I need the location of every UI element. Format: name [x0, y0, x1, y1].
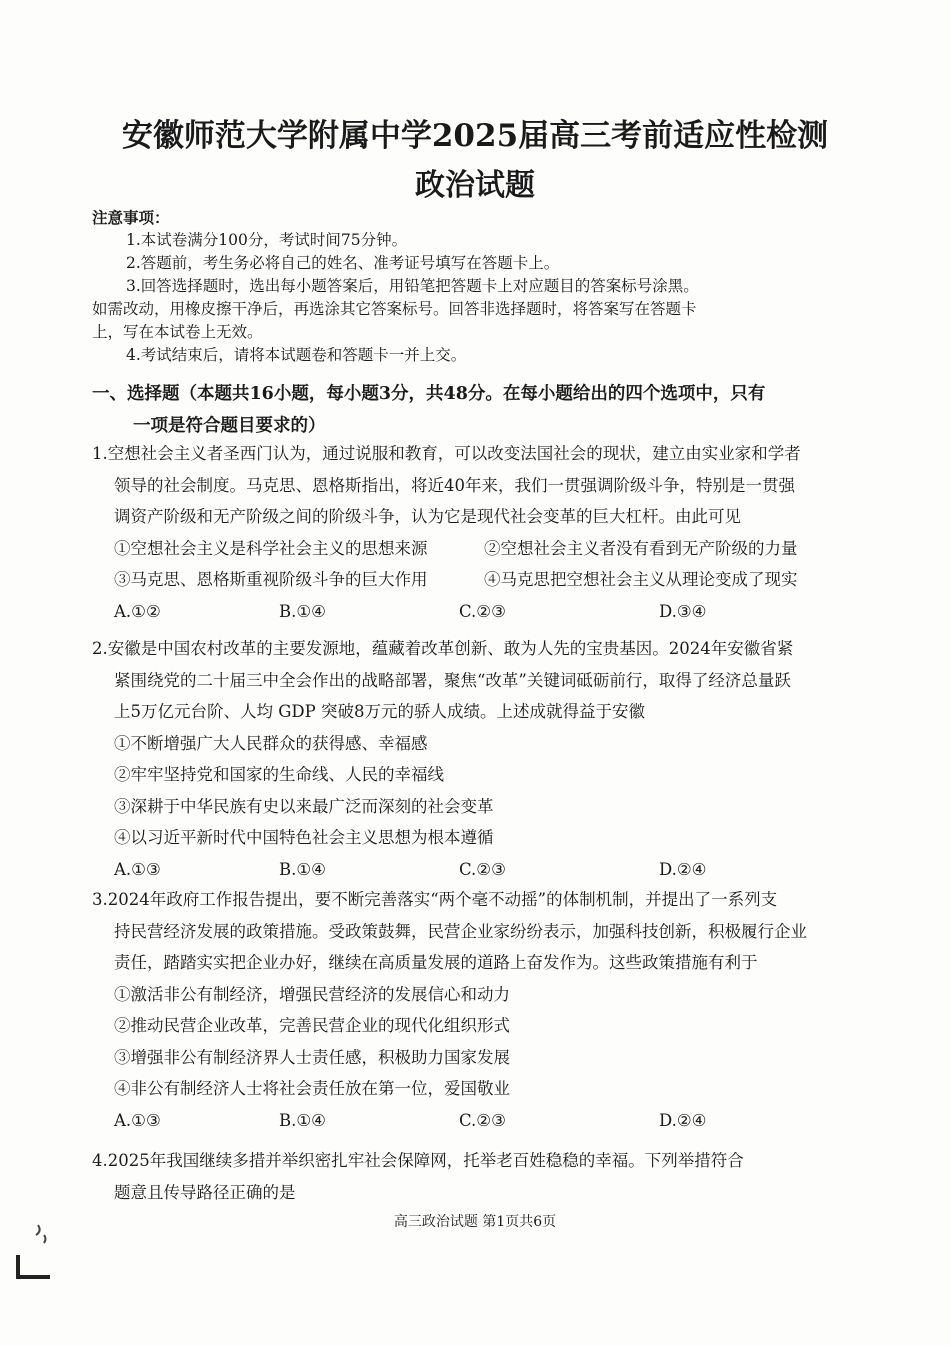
option-statement: ②牢牢坚持党和国家的生命线、人民的幸福线 [114, 765, 444, 784]
question-stem: 领导的社会制度。马克思、恩格斯指出，将近40年来，我们一贯强调阶级斗争，特别是一贯强 [114, 475, 795, 495]
question-stem: 1.空想社会主义者圣西门认为，通过说服和教育，可以改变法国社会的现状，建立由实业家和学者 [92, 444, 801, 463]
notice-item: 4.考试结束后，请将本试题卷和答题卡一并上交。 [126, 346, 467, 364]
answer-choice-b: B.①④ [279, 1110, 326, 1130]
answer-choice-b: B.①④ [279, 601, 326, 621]
answer-choice-a: A.①③ [114, 859, 161, 879]
notice-heading: 注意事项： [92, 208, 170, 227]
section-heading-line: 一项是符合题目要求的） [133, 416, 326, 436]
question-stem: 紧围绕党的二十届三中全会作出的战略部署，聚焦“改革”关键词砥砺前行，取得了经济总量跃 [114, 670, 791, 690]
question-stem: 2.安徽是中国农村改革的主要发源地，蕴藏着改革创新、敢为人先的宝贵基因。2024年安徽省紧 [92, 639, 794, 658]
notice-item: 2.答题前，考生务必将自己的姓名、准考证号填写在答题卡上。 [126, 254, 560, 272]
notice-block [92, 206, 892, 367]
option-statement: ④非公有制经济人士将社会责任放在第一位，爱国敬业 [114, 1079, 510, 1098]
option-statement: ③深耕于中华民族有史以来最广泛而深刻的社会变革 [114, 796, 494, 816]
notice-item: 如需改动，用橡皮擦干净后，再选涂其它答案标号。回答非选择题时，将答案写在答题卡 [92, 300, 697, 318]
page-footer: 高三政治试题 第1页共6页 [393, 1214, 557, 1230]
option-statement: ①激活非公有制经济，增强民营经济的发展信心和动力 [114, 984, 510, 1004]
answer-choice-c: C.②③ [459, 859, 506, 879]
section-heading-line: 一、选择题（本题共16小题，每小题3分，共48分。在每小题给出的四个选项中，只有 [92, 384, 766, 404]
exam-subject: 政治试题 [415, 168, 535, 203]
notice-item: 1.本试卷满分100分，考试时间75分钟。 [126, 231, 408, 249]
notice-item: 上，写在本试卷上无效。 [92, 323, 263, 341]
question-stem: 调资产阶级和无产阶级之间的阶级斗争，认为它是现代社会变革的巨大杠杆。由此可见 [114, 507, 741, 526]
question-stem: 上5万亿元台阶、人均 GDP 突破8万元的骄人成绩。上述成就得益于安徽 [114, 702, 645, 721]
option-statement: ②推动民营企业改革，完善民营企业的现代化组织形式 [114, 1016, 510, 1035]
option-statement: ②空想社会主义者没有看到无产阶级的力量 [484, 538, 798, 558]
question-stem: 责任，踏踏实实把企业办好，继续在高质量发展的道路上奋发作为。这些政策措施有利于 [114, 953, 758, 972]
answer-choice-c: C.②③ [459, 601, 506, 621]
notice-item: 3.回答选择题时，选出每小题答案后，用铅笔把答题卡上对应题目的答案标号涂黑。 [126, 277, 699, 295]
question-1 [92, 438, 892, 627]
answer-choice-c: C.②③ [459, 1110, 506, 1130]
answer-choice-d: D.③④ [659, 601, 707, 621]
answer-choice-a: A.①③ [114, 1110, 161, 1130]
option-statement: ③增强非公有制经济界人士责任感，积极助力国家发展 [114, 1047, 510, 1067]
exam-title: 安徽师范大学附属中学2025届高三考前适应性检测 [121, 118, 829, 154]
option-statement: ①不断增强广大人民群众的获得感、幸福感 [114, 733, 428, 753]
scan-smudge-mark [8, 1215, 68, 1285]
answer-choice-a: A.①② [114, 601, 161, 621]
question-stem: 4.2025年我国继续多措并举织密扎牢社会保障网，托举老百姓稳稳的幸福。下列举措符合 [92, 1151, 744, 1170]
option-statement: ④马克思把空想社会主义从理论变成了现实 [484, 570, 798, 589]
question-4 [92, 1145, 892, 1208]
question-2 [92, 633, 892, 885]
option-statement: ①空想社会主义是科学社会主义的思想来源 [114, 538, 428, 558]
option-statement: ③马克思、恩格斯重视阶级斗争的巨大作用 [114, 570, 428, 589]
answer-choice-d: D.②④ [659, 859, 707, 879]
answer-choice-b: B.①④ [279, 859, 326, 879]
answer-choice-d: D.②④ [659, 1110, 707, 1130]
question-3 [92, 884, 892, 1136]
question-stem: 3.2024年政府工作报告提出，要不断完善落实“两个毫不动摇”的体制机制，并提出了一系列支 [92, 890, 778, 909]
section-heading [92, 378, 892, 442]
question-stem: 持民营经济发展的政策措施。受政策鼓舞，民营企业家纷纷表示，加强科技创新，积极履行企业 [114, 921, 807, 941]
question-stem: 题意且传导路径正确的是 [114, 1182, 296, 1202]
option-statement: ④以习近平新时代中国特色社会主义思想为根本遵循 [114, 828, 494, 847]
